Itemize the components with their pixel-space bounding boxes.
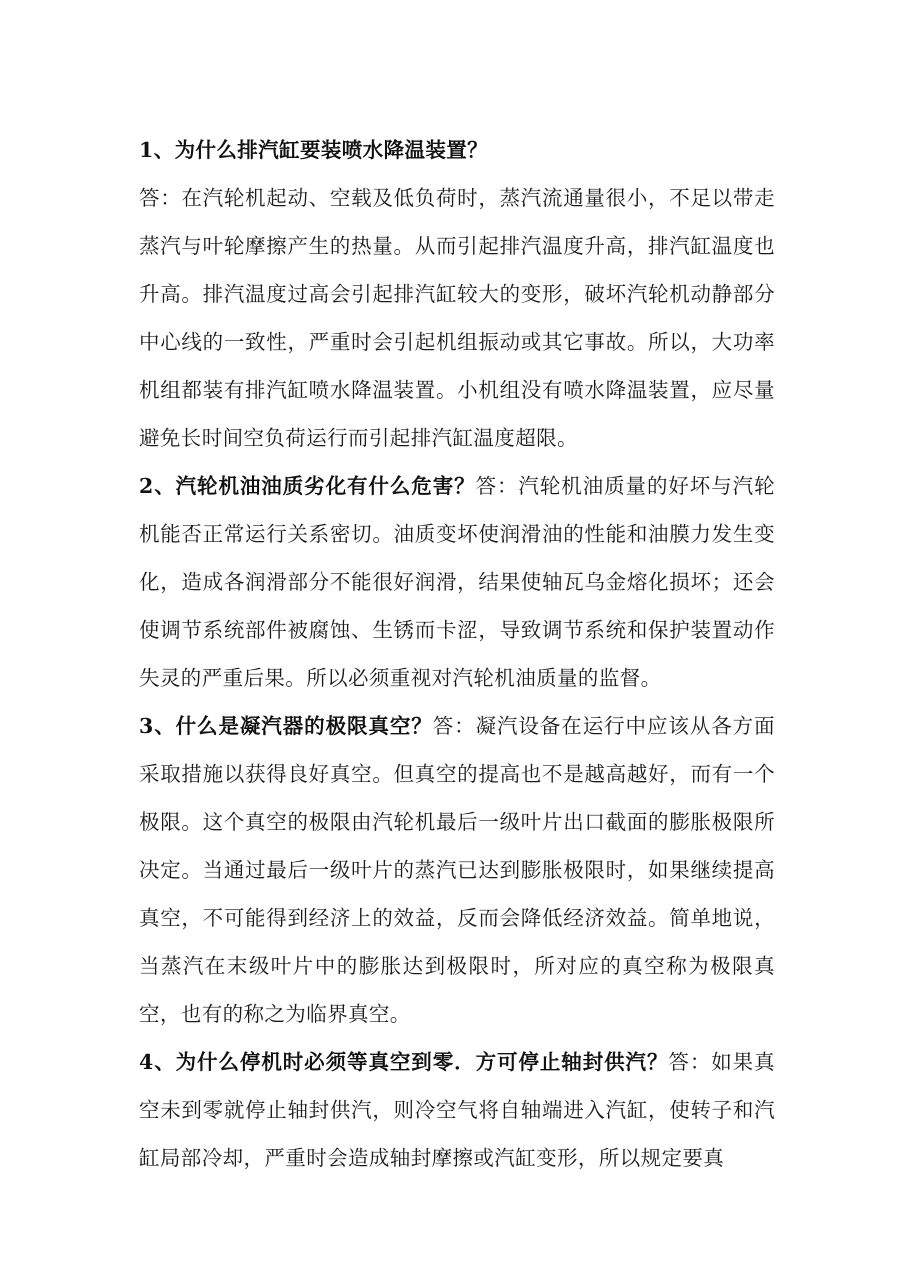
question-3-heading: 3、什么是凝汽器的极限真空？	[139, 714, 433, 738]
answer-2-text: 答：汽轮机油质量的好坏与汽轮机能否正常运行关系密切。油质变坏使润滑油的性能和油膜力发生变化，造成各润滑部分不能很好润滑，结果使轴瓦乌金熔化损坏；还会使调节系统部件被腐蚀、生锈而卡涩，导致调节系统和保护装置动作失灵的严重后果。所以必须重视对汽轮机油质量的监督。	[139, 474, 775, 690]
section-2	[139, 462, 775, 702]
document-body	[139, 126, 775, 1182]
answer-4-text: 答：如果真空未到零就停止轴封供汽，则冷空气将自轴端进入汽缸，使转子和汽缸局部冷却，严重时会造成轴封摩擦或汽缸变形，所以规定要真	[139, 1050, 776, 1170]
section-4	[139, 1038, 775, 1182]
question-1-heading: 1、为什么排汽缸要装喷水降温装置？	[139, 138, 489, 162]
answer-1-text: 答：在汽轮机起动、空载及低负荷时，蒸汽流通量很小，不足以带走蒸汽与叶轮摩擦产生的热量。从而引起排汽温度升高，排汽缸温度也升高。排汽温度过高会引起排汽缸较大的变形，破坏汽轮机动静部分中心线的一致性，严重时会引起机组振动或其它事故。所以，大功率机组都装有排汽缸喷水降温装置。小机组没有喷水降温装置，应尽量避免长时间空负荷运行而引起排汽缸温度超限。	[139, 186, 775, 450]
section-1	[139, 126, 775, 462]
section-3	[139, 702, 775, 1038]
question-2-heading: 2、汽轮机油油质劣化有什么危害？	[139, 474, 476, 498]
answer-3-text: 答：凝汽设备在运行中应该从各方面采取措施以获得良好真空。但真空的提高也不是越高越好，而有一个极限。这个真空的极限由汽轮机最后一级叶片出口截面的膨胀极限所决定。当通过最后一级叶片的蒸汽已达到膨胀极限时，如果继续提高真空，不可能得到经济上的效益，反而会降低经济效益。简单地说，当蒸汽在末级叶片中的膨胀达到极限时，所对应的真空称为极限真空，也有的称之为临界真空。	[139, 714, 775, 1026]
question-4-heading: 4、为什么停机时必须等真空到零．方可停止轴封供汽？	[139, 1050, 669, 1074]
